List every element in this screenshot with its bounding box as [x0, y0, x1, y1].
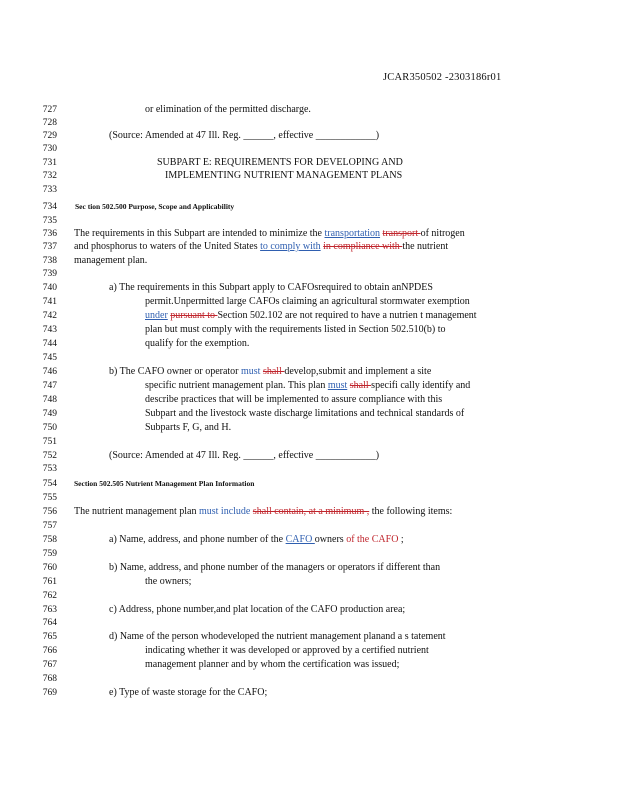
line-text — [165, 170, 402, 182]
document-line — [0, 436, 618, 448]
document-line — [0, 492, 618, 504]
deleted-text: pursuant to — [170, 310, 218, 321]
line-text — [74, 228, 465, 240]
line-number: 738 — [42, 256, 57, 266]
line-number: 733 — [42, 185, 57, 195]
line-text — [145, 576, 191, 588]
document-line — [0, 324, 618, 336]
line-text — [145, 422, 231, 434]
line-text — [145, 338, 249, 350]
line-text — [145, 310, 477, 322]
line-text — [145, 380, 470, 392]
line-number: 743 — [42, 325, 57, 335]
line-number: 751 — [42, 437, 57, 447]
text-run: indicating whether it was developed or approved by a certified nutrient — [145, 645, 429, 656]
text-run: the nutrient — [402, 241, 449, 252]
line-number: 742 — [42, 311, 57, 321]
deleted-text: shall — [262, 366, 285, 377]
document-line — [0, 241, 618, 253]
document-line — [0, 215, 618, 227]
line-number: 764 — [42, 618, 57, 628]
line-text — [109, 562, 440, 574]
document-line — [0, 380, 618, 392]
line-number: 746 — [42, 367, 57, 377]
line-number: 735 — [42, 216, 57, 226]
document-line — [0, 408, 618, 420]
text-run: a) The requirements in this Subpart apply to CAFOsrequired to obtain anNPDES — [109, 282, 433, 293]
line-number: 741 — [42, 297, 57, 307]
line-text — [145, 394, 442, 406]
deleted-text: shall contain, at a minimum , — [252, 506, 370, 517]
document-line — [0, 478, 618, 490]
line-number: 758 — [42, 535, 57, 545]
inserted-text: must — [241, 366, 261, 377]
document-line — [0, 520, 618, 532]
line-text — [109, 631, 446, 643]
line-text — [109, 450, 379, 462]
line-number: 752 — [42, 451, 57, 461]
deleted-text: shall — [349, 380, 372, 391]
document-line — [0, 604, 618, 616]
line-number: 740 — [42, 283, 57, 293]
document-line — [0, 463, 618, 475]
document-line — [0, 130, 618, 142]
line-text — [109, 604, 405, 616]
text-run: describe practices that will be implemented to assure compliance with this — [145, 394, 443, 405]
document-line — [0, 282, 618, 294]
line-text — [145, 659, 399, 671]
text-run: c) Address, phone number,and plat location of the CAFO production area; — [109, 604, 406, 615]
line-number: 727 — [42, 105, 57, 115]
text-run: ; — [398, 534, 404, 545]
line-number: 732 — [42, 171, 57, 181]
line-number: 745 — [42, 353, 57, 363]
line-number: 734 — [42, 202, 57, 212]
line-text — [145, 645, 429, 657]
text-run: develop,submit and implement a site — [284, 366, 432, 377]
document-line — [0, 157, 618, 169]
line-text — [145, 324, 446, 336]
document-line — [0, 687, 618, 699]
line-number: 748 — [42, 395, 57, 405]
text-run: plan but must comply with the requirements listed in Section 502.510(b) to — [145, 324, 446, 335]
document-line — [0, 506, 618, 518]
inserted-text: to comply with — [260, 241, 321, 252]
line-number: 729 — [42, 131, 57, 141]
document-line — [0, 576, 618, 588]
line-text — [74, 478, 254, 490]
line-number: 750 — [42, 423, 57, 433]
line-text — [145, 408, 464, 420]
line-number: 768 — [42, 674, 57, 684]
inserted-text: CAFO — [285, 534, 315, 545]
line-text — [157, 157, 403, 169]
line-text — [109, 366, 431, 378]
document-line — [0, 366, 618, 378]
document-line — [0, 422, 618, 434]
line-number: 766 — [42, 646, 57, 656]
document-line — [0, 534, 618, 546]
document-line — [0, 268, 618, 280]
document-header: JCAR350502 -2303186r01 — [383, 72, 502, 83]
line-number: 755 — [42, 493, 57, 503]
inserted-text: must — [327, 380, 348, 391]
document-line — [0, 228, 618, 240]
text-run: Subparts F, G, and H. — [145, 422, 232, 433]
line-number: 739 — [42, 269, 57, 279]
document-line — [0, 617, 618, 629]
text-run: qualify for the exemption. — [145, 338, 250, 349]
document-line — [0, 201, 618, 213]
text-run: e) Type of waste storage for the CAFO; — [109, 687, 268, 698]
document-line — [0, 394, 618, 406]
document-line — [0, 645, 618, 657]
line-text — [145, 104, 311, 116]
text-run: The requirements in this Subpart are intended to minimize the — [74, 228, 325, 239]
document-line — [0, 659, 618, 671]
line-text — [109, 687, 267, 699]
line-number: 737 — [42, 242, 57, 252]
text-run: Section 502.505 Nutrient Management Plan Information — [74, 479, 255, 488]
line-text — [109, 534, 404, 546]
line-number: 736 — [42, 229, 57, 239]
line-number: 730 — [42, 144, 57, 154]
line-number: 761 — [42, 577, 57, 587]
text-run: a) Name, address, and phone number of the — [109, 534, 286, 545]
document-line — [0, 450, 618, 462]
document-line — [0, 631, 618, 643]
line-text — [74, 506, 452, 518]
line-number: 760 — [42, 563, 57, 573]
text-run: owners — [314, 534, 347, 545]
document-line — [0, 255, 618, 267]
text-run: of nitrogen — [420, 228, 465, 239]
line-number: 749 — [42, 409, 57, 419]
text-run: and phosphorus to waters of the United States — [74, 241, 261, 252]
text-run: (Source: Amended at 47 Ill. Reg. ______, effective ____________) — [109, 450, 380, 461]
line-number: 759 — [42, 549, 57, 559]
line-number: 728 — [42, 118, 57, 128]
document-line — [0, 117, 618, 129]
line-number: 744 — [42, 339, 57, 349]
text-run: management plan. — [74, 255, 148, 266]
line-number: 756 — [42, 507, 57, 517]
text-run: (Source: Amended at 47 Ill. Reg. ______, effective ____________) — [109, 130, 380, 141]
deleted-text: in compliance with — [323, 241, 403, 252]
document-line — [0, 310, 618, 322]
line-number: 747 — [42, 381, 57, 391]
inserted-text: under — [145, 310, 168, 321]
text-run: specifi cally identify and — [371, 380, 471, 391]
text-run: IMPLEMENTING NUTRIENT MANAGEMENT PLANS — [165, 170, 403, 181]
text-run: Subpart and the livestock waste discharge limitations and technical standards of — [145, 408, 465, 419]
line-number: 753 — [42, 464, 57, 474]
document-line — [0, 548, 618, 560]
document-line — [0, 673, 618, 685]
line-text — [74, 255, 147, 267]
text-run: permit.Unpermitted large CAFOs claiming an agricultural stormwater exemption — [145, 296, 470, 307]
document-line — [0, 590, 618, 602]
line-text — [109, 282, 433, 294]
line-number: 765 — [42, 632, 57, 642]
line-text — [75, 201, 234, 213]
text-run: specific nutrient management plan. This plan — [145, 380, 328, 391]
document-line — [0, 338, 618, 350]
line-number: 757 — [42, 521, 57, 531]
inserted-text: must include — [198, 506, 251, 517]
text-run: b) Name, address, and phone number of the managers or operators if different than — [109, 562, 441, 573]
text-run: The nutrient management plan — [74, 506, 199, 517]
text-run: b) The CAFO owner or operator — [109, 366, 242, 377]
line-number: 731 — [42, 158, 57, 168]
text-run: the following items: — [369, 506, 453, 517]
document-line — [0, 562, 618, 574]
text-run: the owners; — [145, 576, 192, 587]
text-run: or elimination of the permitted discharge. — [145, 104, 311, 115]
highlighted-text: of the CAFO — [346, 534, 399, 545]
text-run: Section 502.102 are not required to have a nutrien t management — [217, 310, 477, 321]
document-line — [0, 170, 618, 182]
text-run: d) Name of the person whodeveloped the nutrient management planand a s tatement — [109, 631, 446, 642]
text-run: Sec tion 502.500 Purpose, Scope and Applicability — [75, 202, 235, 211]
document-line — [0, 143, 618, 155]
document-line — [0, 104, 618, 116]
document-line — [0, 296, 618, 308]
line-number: 769 — [42, 688, 57, 698]
line-text — [145, 296, 470, 308]
document-line — [0, 184, 618, 196]
line-number: 763 — [42, 605, 57, 615]
inserted-text: transportation — [324, 228, 381, 239]
text-run: SUBPART E: REQUIREMENTS FOR DEVELOPING AND — [157, 157, 403, 168]
text-run: management planner and by whom the certification was issued; — [145, 659, 400, 670]
deleted-text: transport — [382, 228, 421, 239]
line-number: 762 — [42, 591, 57, 601]
document-line — [0, 352, 618, 364]
line-text — [109, 130, 379, 142]
line-text — [74, 241, 448, 253]
line-number: 754 — [42, 479, 57, 489]
line-number: 767 — [42, 660, 57, 670]
